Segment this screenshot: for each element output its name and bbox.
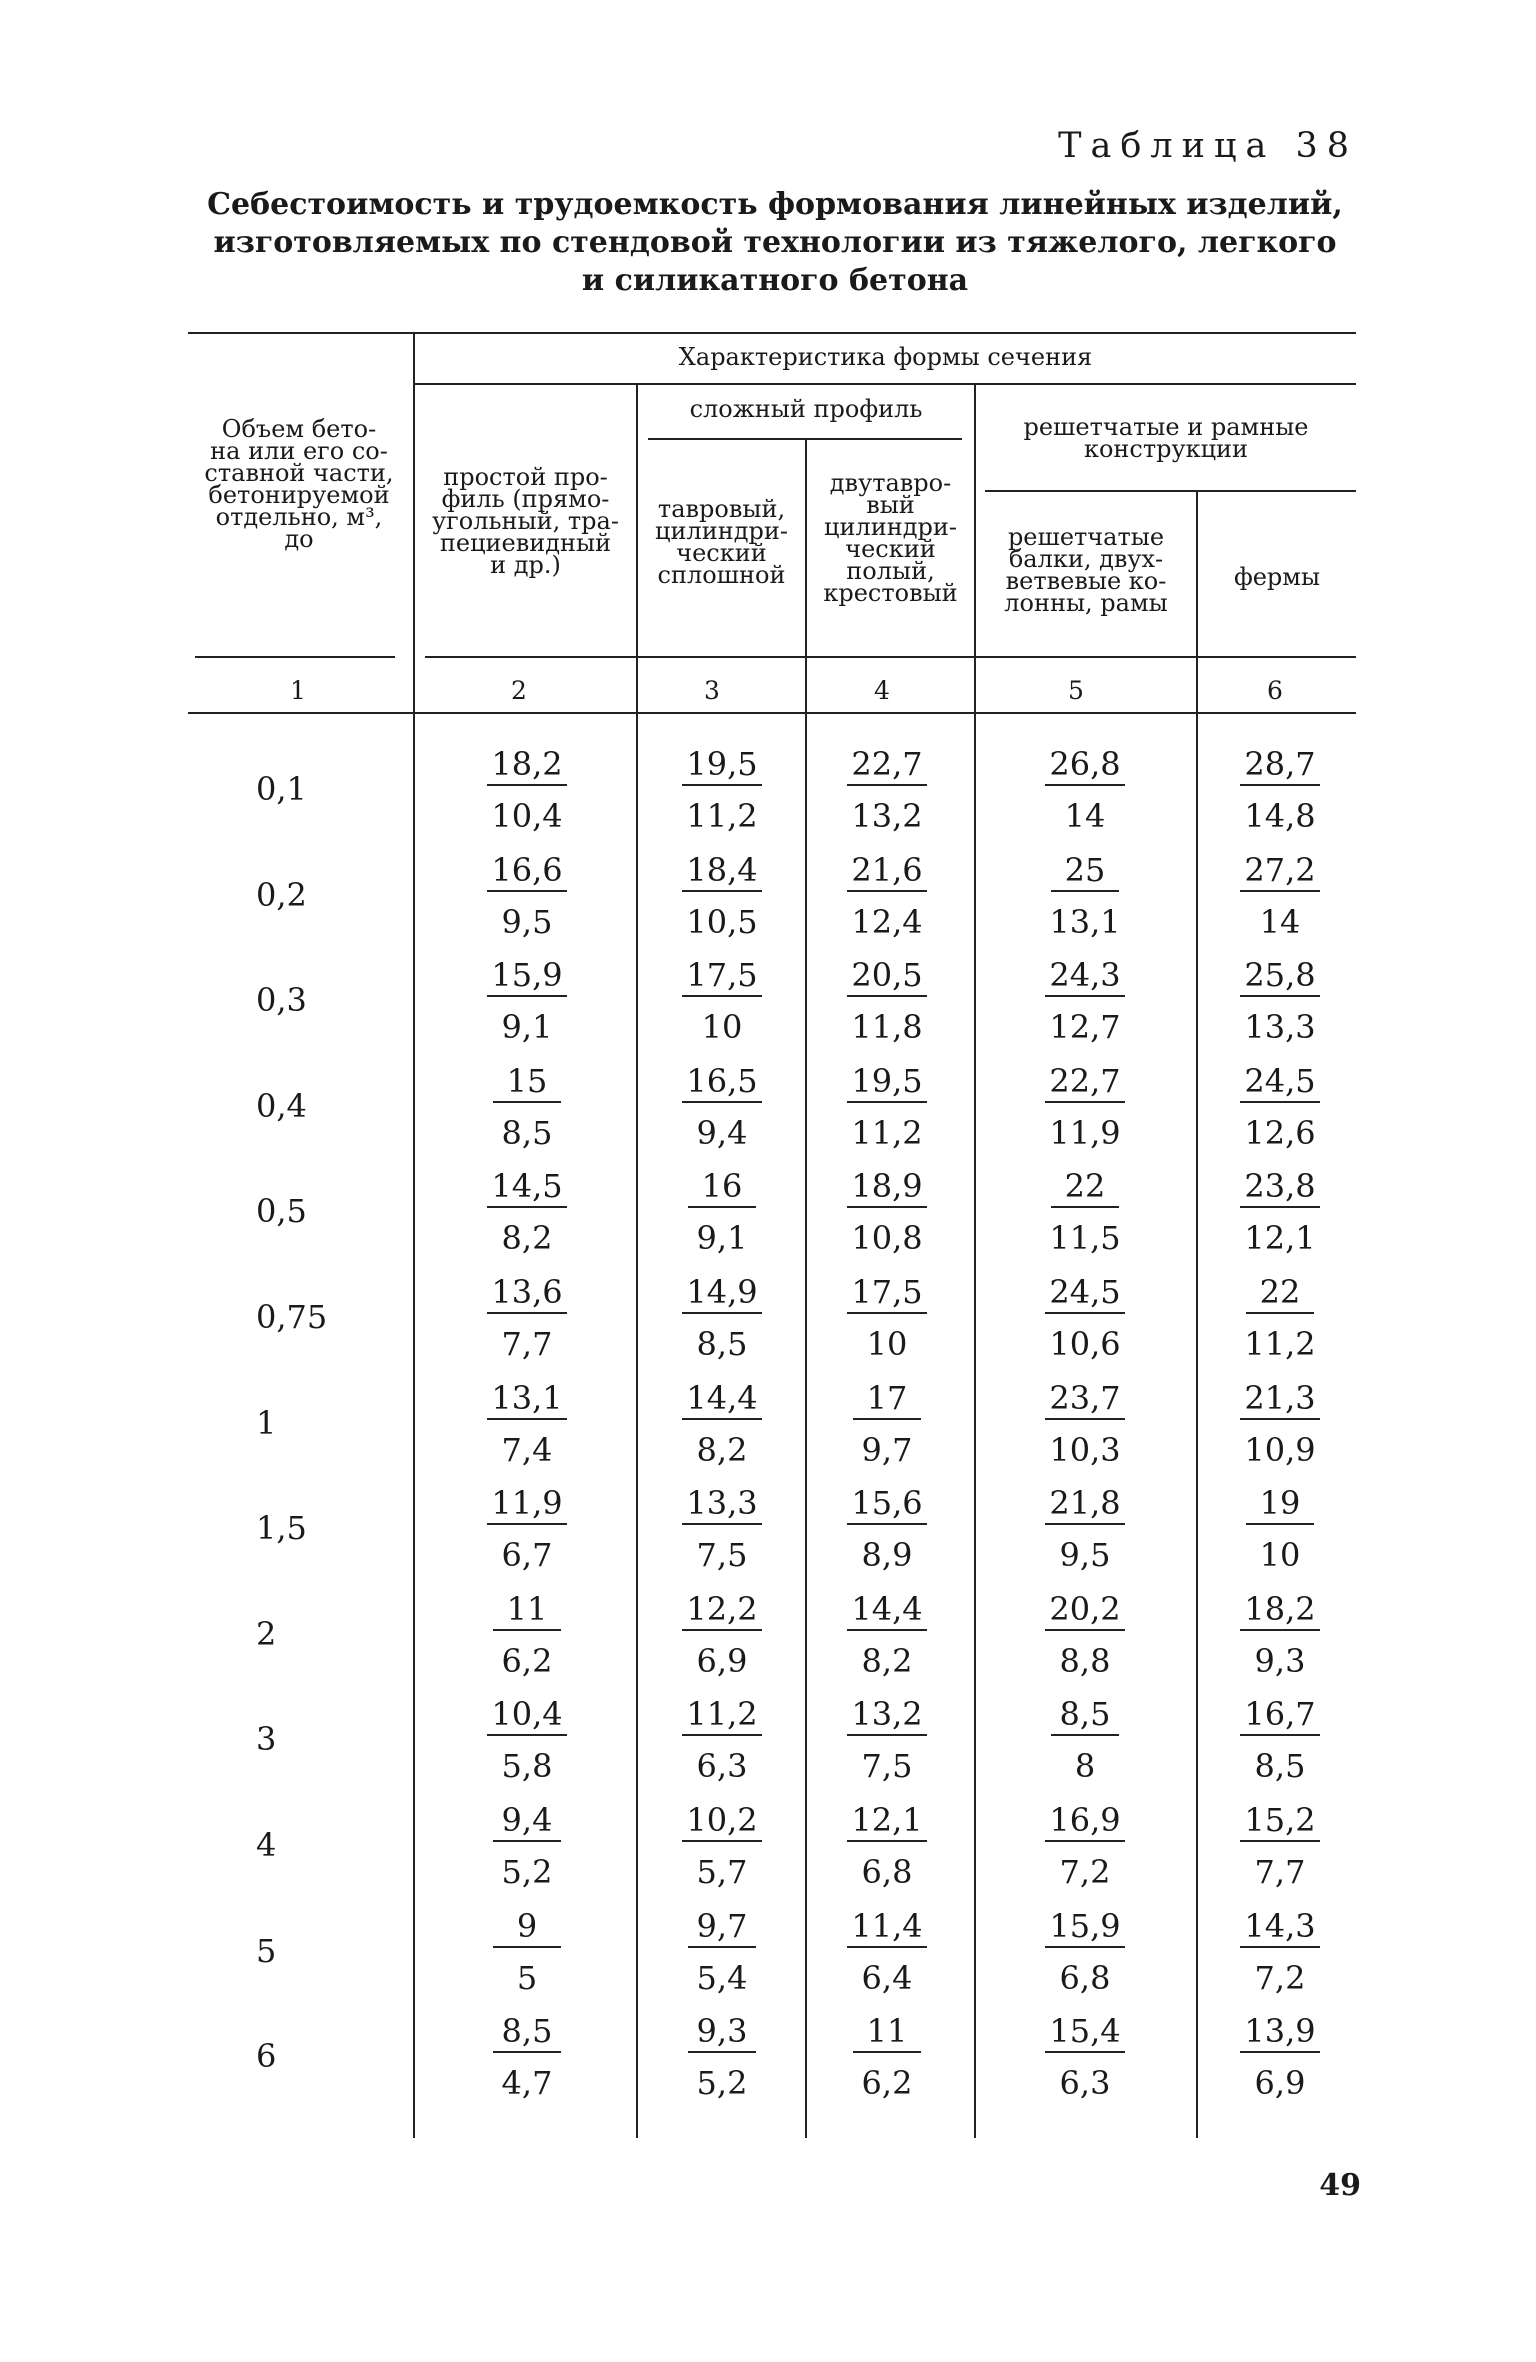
labor-value: 11,2 [851, 1114, 923, 1152]
labor-value: 6,9 [696, 1642, 748, 1680]
cost-labor-fraction [662, 1061, 782, 1153]
column-divider [636, 383, 638, 2138]
cost-value: 20,2 [1045, 1589, 1124, 1631]
cost-value: 24,5 [1045, 1272, 1124, 1314]
volume-cell: 3 [256, 1720, 277, 1758]
labor-value: 8,2 [861, 1642, 913, 1680]
labor-value: 10,6 [1049, 1325, 1121, 1363]
cost-value: 25 [1051, 850, 1119, 892]
cost-value: 15,6 [847, 1483, 926, 1525]
cost-labor-fraction [467, 1694, 587, 1786]
cost-value: 11,4 [847, 1906, 926, 1948]
cost-value: 13,6 [487, 1272, 566, 1314]
cost-labor-fraction [827, 1061, 947, 1153]
labor-value: 8,2 [696, 1431, 748, 1469]
cost-labor-fraction [827, 1483, 947, 1575]
labor-value: 6,3 [696, 1747, 748, 1785]
labor-value: 8,5 [501, 1114, 553, 1152]
cost-value: 9,3 [688, 2011, 756, 2053]
column-divider [805, 438, 807, 2138]
cost-value: 18,2 [487, 744, 566, 786]
cost-labor-fraction [1025, 744, 1145, 836]
cost-labor-fraction [467, 1906, 587, 1998]
cost-labor-fraction [662, 1272, 782, 1364]
volume-cell: 2 [256, 1615, 277, 1653]
labor-value: 11,8 [851, 1008, 923, 1046]
cost-labor-fraction [467, 850, 587, 942]
group-rule [415, 383, 1356, 385]
column-divider [413, 332, 415, 2138]
cost-value: 17,5 [847, 1272, 926, 1314]
labor-value: 9,7 [861, 1431, 913, 1469]
labor-value: 9,5 [1059, 1536, 1111, 1574]
lattice-rule [985, 490, 1356, 492]
cost-labor-fraction [1220, 1800, 1340, 1892]
cost-labor-fraction [827, 1378, 947, 1470]
labor-value: 11,9 [1049, 1114, 1121, 1152]
cost-labor-fraction [662, 1589, 782, 1681]
labor-value: 12,1 [1244, 1219, 1316, 1257]
labor-value: 5,7 [696, 1853, 748, 1891]
column-divider [1196, 490, 1198, 2138]
volume-cell: 0,2 [256, 876, 307, 914]
volume-cell: 0,75 [256, 1298, 328, 1336]
labor-value: 12,4 [851, 903, 923, 941]
cost-labor-fraction [1220, 1483, 1340, 1575]
labor-value: 7,4 [501, 1431, 553, 1469]
labor-value: 13,3 [1244, 1008, 1316, 1046]
cost-labor-fraction [1025, 1694, 1145, 1786]
cost-value: 14,4 [682, 1378, 761, 1420]
cost-value: 19,5 [682, 744, 761, 786]
cost-labor-fraction [467, 1589, 587, 1681]
cost-value: 28,7 [1240, 744, 1319, 786]
cost-value: 25,8 [1240, 955, 1319, 997]
labor-value: 12,6 [1244, 1114, 1316, 1152]
cost-value: 17 [853, 1378, 921, 1420]
cost-value: 15,2 [1240, 1800, 1319, 1842]
column-divider [974, 383, 976, 2138]
cost-labor-fraction [662, 1800, 782, 1892]
cost-labor-fraction [1220, 1589, 1340, 1681]
volume-cell: 1 [256, 1404, 277, 1442]
labor-value: 13,1 [1049, 903, 1121, 941]
labor-value: 10,3 [1049, 1431, 1121, 1469]
cost-labor-fraction [1220, 744, 1340, 836]
cost-value: 14,9 [682, 1272, 761, 1314]
cost-value: 16,7 [1240, 1694, 1319, 1736]
cost-value: 24,5 [1240, 1061, 1319, 1103]
cost-value: 22 [1246, 1272, 1314, 1314]
cost-value: 17,5 [682, 955, 761, 997]
cost-value: 13,1 [487, 1378, 566, 1420]
cost-labor-fraction [827, 744, 947, 836]
labor-value: 7,5 [861, 1747, 913, 1785]
cost-labor-fraction [827, 1800, 947, 1892]
cost-labor-fraction [827, 1589, 947, 1681]
labor-value: 8,9 [861, 1536, 913, 1574]
cost-labor-fraction [467, 1272, 587, 1364]
cost-labor-fraction [1220, 850, 1340, 942]
cost-labor-fraction [1220, 1061, 1340, 1153]
cost-value: 22,7 [1045, 1061, 1124, 1103]
column-2-header: простой про- филь (прямо- угольный, тра- пециевидный и др.) [432, 463, 619, 579]
cost-value: 21,6 [847, 850, 926, 892]
cost-labor-fraction [662, 1694, 782, 1786]
labor-value: 14 [1064, 797, 1106, 835]
cost-value: 16,5 [682, 1061, 761, 1103]
labor-value: 13,2 [851, 797, 923, 835]
cost-value: 16 [688, 1166, 756, 1208]
labor-value: 7,7 [501, 1325, 553, 1363]
cost-labor-fraction [1220, 1694, 1340, 1786]
cost-value: 11,9 [487, 1483, 566, 1525]
column-6-header: фермы [1233, 563, 1321, 591]
cost-labor-fraction [1025, 1061, 1145, 1153]
cost-value: 15 [493, 1061, 561, 1103]
cost-labor-fraction [467, 1800, 587, 1892]
labor-value: 12,7 [1049, 1008, 1121, 1046]
table-top-rule [188, 332, 1356, 334]
cost-value: 15,4 [1045, 2011, 1124, 2053]
labor-value: 10 [701, 1008, 743, 1046]
cost-labor-fraction [1025, 1272, 1145, 1364]
labor-value: 11,5 [1049, 1219, 1121, 1257]
header-bottom-rule [425, 656, 1356, 658]
cost-labor-fraction [1220, 1906, 1340, 1998]
cost-value: 27,2 [1240, 850, 1319, 892]
cost-value: 14,4 [847, 1589, 926, 1631]
cost-labor-fraction [1220, 1166, 1340, 1258]
labor-value: 7,5 [696, 1536, 748, 1574]
cost-value: 12,1 [847, 1800, 926, 1842]
labor-value: 9,1 [501, 1008, 553, 1046]
volume-cell: 0,1 [256, 770, 307, 808]
labor-value: 5,2 [501, 1853, 553, 1891]
cost-labor-fraction [1025, 955, 1145, 1047]
labor-value: 8,5 [696, 1325, 748, 1363]
cost-value: 18,9 [847, 1166, 926, 1208]
cost-value: 10,4 [487, 1694, 566, 1736]
labor-value: 10 [866, 1325, 908, 1363]
labor-value: 5 [516, 1959, 538, 1997]
cost-labor-fraction [467, 2011, 587, 2103]
volume-cell: 1,5 [256, 1509, 307, 1547]
cost-value: 9 [493, 1906, 561, 1948]
cost-labor-fraction [1025, 1906, 1145, 1998]
cost-labor-fraction [662, 955, 782, 1047]
cost-value: 14,3 [1240, 1906, 1319, 1948]
labor-value: 9,4 [696, 1114, 748, 1152]
cost-value: 19,5 [847, 1061, 926, 1103]
cost-labor-fraction [467, 1378, 587, 1470]
title-line: и силикатного бетона [581, 263, 969, 298]
volume-cell: 0,5 [256, 1192, 307, 1230]
cost-value: 18,4 [682, 850, 761, 892]
table-label: Таблица 38 [1058, 126, 1358, 166]
labor-value: 7,2 [1059, 1853, 1111, 1891]
cost-labor-fraction [827, 1272, 947, 1364]
cost-labor-fraction [827, 850, 947, 942]
labor-value: 5,8 [501, 1747, 553, 1785]
volume-cell: 0,4 [256, 1087, 307, 1125]
cost-value: 9,7 [688, 1906, 756, 1948]
cost-value: 14,5 [487, 1166, 566, 1208]
cost-labor-fraction [827, 955, 947, 1047]
labor-value: 9,1 [696, 1219, 748, 1257]
labor-value: 6,2 [501, 1642, 553, 1680]
labor-value: 10,4 [491, 797, 563, 835]
cost-value: 11 [493, 1589, 561, 1631]
cost-labor-fraction [662, 744, 782, 836]
cost-labor-fraction [1220, 1378, 1340, 1470]
cost-value: 13,2 [847, 1694, 926, 1736]
labor-value: 14 [1259, 903, 1301, 941]
labor-value: 7,2 [1254, 1959, 1306, 1997]
cost-value: 8,5 [493, 2011, 561, 2053]
labor-value: 4,7 [501, 2064, 553, 2102]
cost-labor-fraction [467, 1166, 587, 1258]
cost-labor-fraction [467, 955, 587, 1047]
labor-value: 5,2 [696, 2064, 748, 2102]
section-shape-group-header: Характеристика формы сечения [678, 343, 1093, 371]
column-3-header: тавровый, цилиндри- ческий сплошной [655, 495, 788, 589]
cost-value: 9,4 [493, 1800, 561, 1842]
labor-value: 6,7 [501, 1536, 553, 1574]
labor-value: 11,2 [686, 797, 758, 835]
cost-value: 24,3 [1045, 955, 1124, 997]
volume-cell: 0,3 [256, 981, 307, 1019]
cost-labor-fraction [827, 1166, 947, 1258]
labor-value: 8,2 [501, 1219, 553, 1257]
volume-cell: 5 [256, 1932, 277, 1970]
labor-value: 6,3 [1059, 2064, 1111, 2102]
labor-value: 5,4 [696, 1959, 748, 1997]
cost-labor-fraction [1220, 2011, 1340, 2103]
cost-value: 18,2 [1240, 1589, 1319, 1631]
header-bottom-rule [195, 656, 395, 658]
cost-value: 11,2 [682, 1694, 761, 1736]
cost-labor-fraction [662, 1906, 782, 1998]
cost-labor-fraction [662, 1166, 782, 1258]
cost-value: 13,3 [682, 1483, 761, 1525]
cost-value: 26,8 [1045, 744, 1124, 786]
cost-value: 23,7 [1045, 1378, 1124, 1420]
cost-value: 23,8 [1240, 1166, 1319, 1208]
cost-labor-fraction [662, 1378, 782, 1470]
labor-value: 6,4 [861, 1959, 913, 1997]
column-number: 1 [290, 676, 306, 705]
column-numbers-rule [188, 712, 1356, 714]
labor-value: 7,7 [1254, 1853, 1306, 1891]
labor-value: 6,2 [861, 2064, 913, 2102]
cost-value: 20,5 [847, 955, 926, 997]
cost-value: 11 [853, 2011, 921, 2053]
cost-labor-fraction [467, 1061, 587, 1153]
cost-labor-fraction [1025, 1483, 1145, 1575]
cost-labor-fraction [1025, 1589, 1145, 1681]
cost-value: 8,5 [1051, 1694, 1119, 1736]
labor-value: 10 [1259, 1536, 1301, 1574]
cost-value: 10,2 [682, 1800, 761, 1842]
labor-value: 11,2 [1244, 1325, 1316, 1363]
cost-labor-fraction [827, 1694, 947, 1786]
labor-value: 9,3 [1254, 1642, 1306, 1680]
cost-value: 21,3 [1240, 1378, 1319, 1420]
table-title [190, 186, 1360, 300]
cost-value: 22 [1051, 1166, 1119, 1208]
column-4-header: двутавро- вый цилиндри- ческий полый, крестовый [823, 469, 958, 607]
column-number: 5 [1068, 676, 1084, 705]
labor-value: 14,8 [1244, 797, 1316, 835]
cost-labor-fraction [1025, 2011, 1145, 2103]
title-line: изготовляемых по стендовой технологии из тяжелого, легкого [213, 225, 1337, 260]
column-1-header: Объем бето- на или его со- ставной части, бетонируемой отдельно, м³, до [204, 415, 394, 553]
cost-labor-fraction [1220, 1272, 1340, 1364]
cost-value: 22,7 [847, 744, 926, 786]
column-number: 6 [1267, 676, 1283, 705]
cost-value: 13,9 [1240, 2011, 1319, 2053]
cost-value: 16,6 [487, 850, 566, 892]
cost-value: 15,9 [487, 955, 566, 997]
cost-labor-fraction [467, 1483, 587, 1575]
cost-labor-fraction [1025, 850, 1145, 942]
cost-value: 19 [1246, 1483, 1314, 1525]
cost-labor-fraction [827, 1906, 947, 1998]
column-number: 2 [511, 676, 527, 705]
labor-value: 6,8 [1059, 1959, 1111, 1997]
labor-value: 10,5 [686, 903, 758, 941]
labor-value: 9,5 [501, 903, 553, 941]
title-line: Себестоимость и трудоемкость формования линейных изделий, [207, 187, 1343, 222]
labor-value: 8 [1074, 1747, 1096, 1785]
cost-labor-fraction [662, 850, 782, 942]
cost-value: 21,8 [1045, 1483, 1124, 1525]
page-number: 49 [1319, 2168, 1361, 2203]
labor-value: 6,9 [1254, 2064, 1306, 2102]
cost-value: 12,2 [682, 1589, 761, 1631]
labor-value: 10,9 [1244, 1431, 1316, 1469]
cost-labor-fraction [827, 2011, 947, 2103]
labor-value: 6,8 [861, 1853, 913, 1891]
column-number: 3 [704, 676, 720, 705]
column-number: 4 [874, 676, 890, 705]
cost-value: 16,9 [1045, 1800, 1124, 1842]
column-5-header: решетчатые балки, двух- ветвевые ко- лонны, рамы [1004, 523, 1168, 617]
cost-value: 15,9 [1045, 1906, 1124, 1948]
complex-profile-header: сложный профиль [689, 395, 923, 423]
cost-labor-fraction [1025, 1800, 1145, 1892]
cost-labor-fraction [467, 744, 587, 836]
labor-value: 10,8 [851, 1219, 923, 1257]
cost-labor-fraction [1025, 1166, 1145, 1258]
labor-value: 8,8 [1059, 1642, 1111, 1680]
lattice-structures-header: решетчатые и рамные конструкции [1023, 413, 1309, 463]
volume-cell: 6 [256, 2037, 277, 2075]
cost-labor-fraction [662, 1483, 782, 1575]
volume-cell: 4 [256, 1826, 277, 1864]
labor-value: 8,5 [1254, 1747, 1306, 1785]
cost-labor-fraction [1025, 1378, 1145, 1470]
cost-labor-fraction [1220, 955, 1340, 1047]
cost-labor-fraction [662, 2011, 782, 2103]
